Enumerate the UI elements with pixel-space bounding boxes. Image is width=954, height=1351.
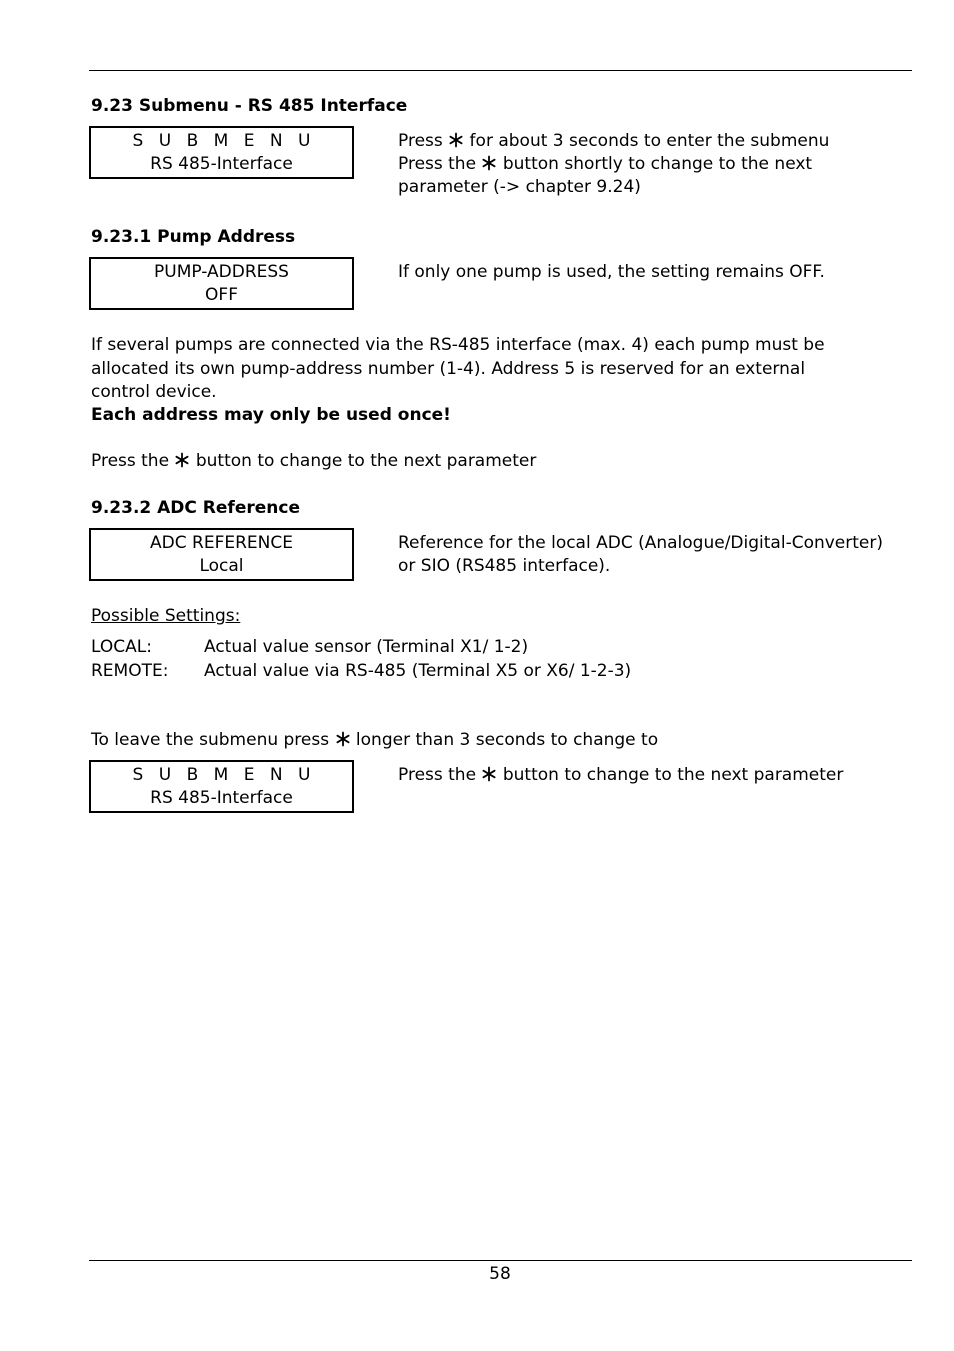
asterisk-key-icon bbox=[335, 731, 351, 747]
display-line-1: PUMP-ADDRESS bbox=[154, 262, 289, 282]
display-line-2: RS 485-Interface bbox=[150, 788, 293, 808]
setting-value-remote: Actual value via RS-485 (Terminal X5 or X6/ 1-2-3) bbox=[204, 661, 632, 681]
setting-value-local: Actual value sensor (Terminal X1/ 1-2) bbox=[204, 637, 529, 657]
leave-next: Press the button to change to the next parameter bbox=[398, 765, 844, 785]
setting-key-remote: REMOTE: bbox=[91, 661, 169, 681]
submenu-desc-line-1: Press for about 3 seconds to enter the submenu bbox=[398, 131, 830, 151]
lcd-display-submenu-return bbox=[89, 760, 354, 813]
display-line-2: OFF bbox=[205, 285, 238, 305]
lcd-display-submenu bbox=[89, 126, 354, 179]
footer-rule bbox=[89, 1260, 912, 1261]
header-rule bbox=[89, 70, 912, 71]
display-line-1: S U B M E N U bbox=[132, 765, 316, 785]
lcd-display-adc-reference bbox=[89, 528, 354, 581]
lcd-display-pump-address bbox=[89, 257, 354, 310]
page-number: 58 bbox=[489, 1264, 511, 1284]
adc-reference-desc-line-1: Reference for the local ADC (Analogue/Digital-Converter) bbox=[398, 533, 883, 553]
possible-settings-label: Possible Settings: bbox=[91, 606, 241, 626]
asterisk-key-icon bbox=[174, 452, 190, 468]
pump-address-para-line-3: control device. bbox=[91, 382, 217, 402]
submenu-desc-line-2: Press the button shortly to change to the next bbox=[398, 154, 813, 174]
asterisk-key-icon bbox=[448, 132, 464, 148]
asterisk-key-icon bbox=[481, 766, 497, 782]
setting-key-local: LOCAL: bbox=[91, 637, 152, 657]
pump-address-next: Press the button to change to the next parameter bbox=[91, 451, 537, 471]
display-line-1: S U B M E N U bbox=[132, 131, 316, 151]
leave-submenu-text: To leave the submenu press longer than 3 seconds to change to bbox=[91, 730, 659, 750]
display-line-2: RS 485-Interface bbox=[150, 154, 293, 174]
adc-reference-title: 9.23.2 ADC Reference bbox=[91, 498, 300, 518]
section-title: 9.23 Submenu - RS 485 Interface bbox=[91, 96, 408, 116]
adc-reference-desc-line-2: or SIO (RS485 interface). bbox=[398, 556, 611, 576]
asterisk-key-icon bbox=[481, 155, 497, 171]
pump-address-warning: Each address may only be used once! bbox=[91, 405, 451, 425]
pump-address-desc: If only one pump is used, the setting remains OFF. bbox=[398, 262, 825, 282]
pump-address-para-line-2: allocated its own pump-address number (1-4). Address 5 is reserved for an external bbox=[91, 359, 806, 379]
display-line-2: Local bbox=[199, 556, 244, 576]
pump-address-para-line-1: If several pumps are connected via the RS-485 interface (max. 4) each pump must be bbox=[91, 335, 825, 355]
pump-address-title: 9.23.1 Pump Address bbox=[91, 227, 296, 247]
display-line-1: ADC REFERENCE bbox=[150, 533, 293, 553]
submenu-desc-line-3: parameter (-> chapter 9.24) bbox=[398, 177, 641, 197]
